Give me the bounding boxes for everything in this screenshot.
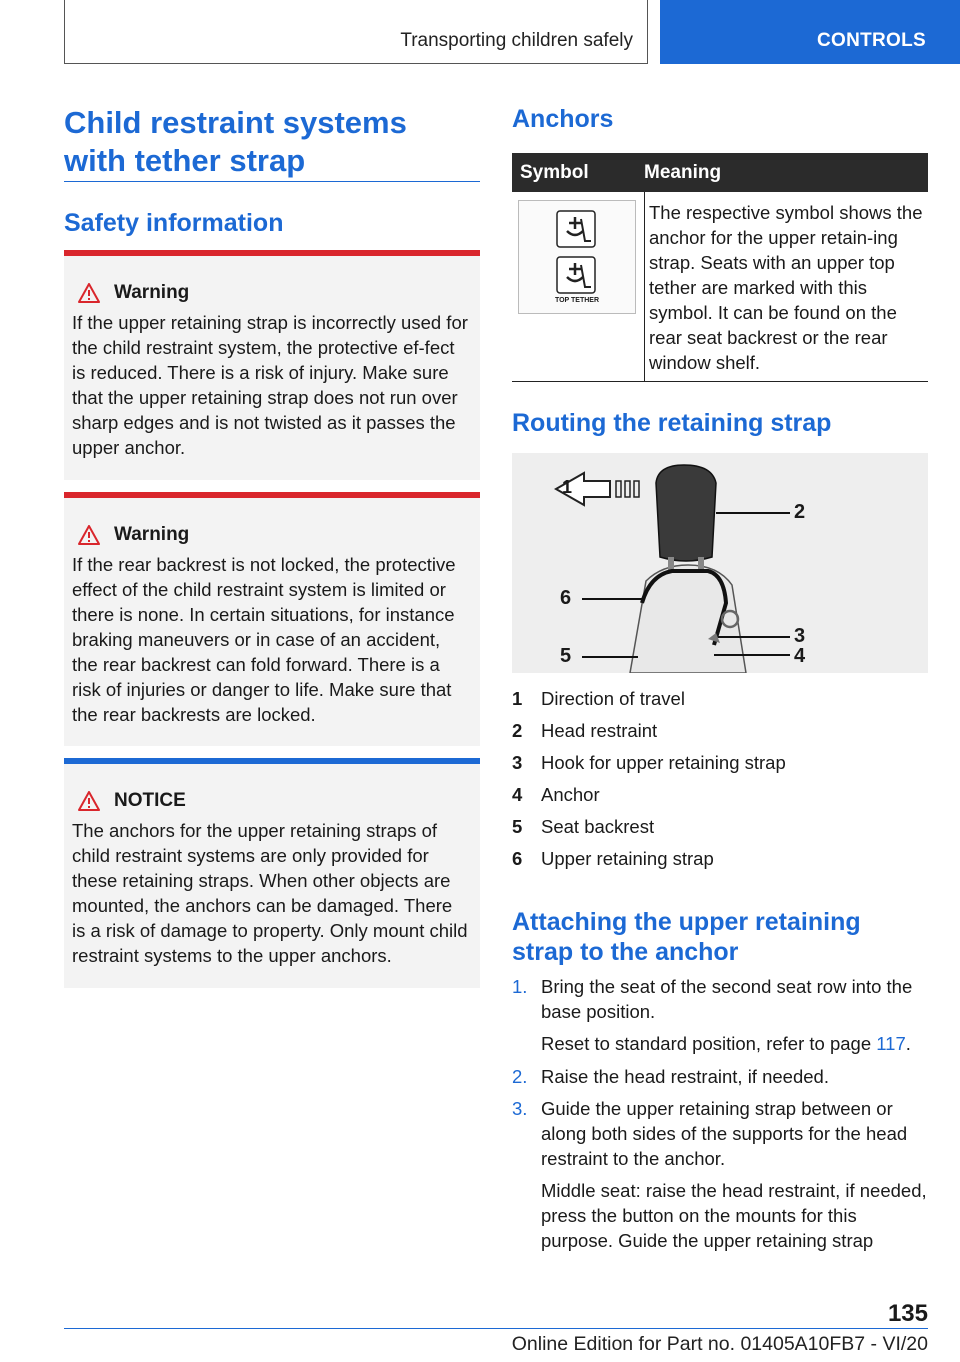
safety-heading: Safety information xyxy=(64,209,284,237)
page-reference-link[interactable]: 117 xyxy=(876,1033,906,1054)
footer-edition: Online Edition for Part no. 01405A10FB7 - VI/20 xyxy=(511,1333,928,1355)
anchor-meaning-text: The respective symbol shows the anchor for the upper retain-ing strap. Seats with an upper top tether are marked with this symbol. It can be found on the rear seat backrest or the rear window shelf. xyxy=(644,192,928,381)
warning-triangle-icon xyxy=(78,525,100,545)
header-section-box xyxy=(64,0,648,64)
step-item: 2. Raise the head restraint, if needed. xyxy=(512,1066,829,1087)
attaching-heading: Attaching the upper retaining strap to the anchor xyxy=(512,908,861,966)
callout-5: 5 xyxy=(560,645,572,667)
footer-rule xyxy=(64,1328,928,1329)
col-meaning-header: Meaning xyxy=(644,161,722,183)
anchor-symbol-image xyxy=(518,200,636,314)
warning-triangle-icon xyxy=(78,283,100,303)
callout-3: 3 xyxy=(794,625,806,647)
top-tether-caption: TOP TETHER xyxy=(554,297,600,304)
step-item: Reset to standard position, refer to page 117. xyxy=(541,1033,911,1054)
seat-headrest-diagram xyxy=(512,453,928,673)
anchors-table xyxy=(512,153,928,382)
col-symbol-header: Symbol xyxy=(520,161,589,183)
anchors-heading: Anchors xyxy=(512,105,614,133)
table-header-row xyxy=(512,153,928,192)
callout-4: 4 xyxy=(794,645,806,667)
warning-text: If the upper retaining strap is incorrectly used for the child restraint system, the protective ef-fect is reduced. There is a risk of injury. Make sure that the upper retaining strap does not run over sharp edges and is not twisted as it passes the upper anchor. xyxy=(72,312,468,458)
notice-text: The anchors for the upper retaining straps of child restraint systems are only provided for these retaining straps. When other objects are mounted, the anchors can be damaged. There is a risk of damage to property. Only mount child restraint systems to the upper anchors. xyxy=(72,820,468,966)
warning-text: If the rear backrest is not locked, the protective effect of the child restraint system is limited or there is none. In certain situations, for instance braking maneuvers or in case of an accident, the rear backrest can fold forward. There is a risk of injuries or danger to life. Make sure that the rear backrests are locked. xyxy=(72,554,456,725)
step-item: Middle seat: raise the head restraint, if needed, press the button on the mounts for this purpose. Guide the upper retaining strap xyxy=(541,1180,927,1251)
header-chapter-label: CONTROLS xyxy=(816,30,926,51)
warning-box-1 xyxy=(64,250,480,480)
title-rule xyxy=(64,181,480,182)
routing-illustration xyxy=(512,453,928,673)
callout-1: 1 xyxy=(562,477,573,497)
notice-label: NOTICE xyxy=(114,790,186,811)
callout-2: 2 xyxy=(794,501,806,523)
page-number: 135 xyxy=(887,1300,928,1327)
step-item: 3. Guide the upper retaining strap between or along both sides of the supports for the head restraint to the anchor. xyxy=(512,1098,908,1169)
callout-6: 6 xyxy=(560,587,572,609)
warning-label: Warning xyxy=(114,524,190,545)
notice-box xyxy=(64,758,480,988)
notice-triangle-icon xyxy=(78,791,100,811)
header-section-title: Transporting children safely xyxy=(400,30,633,51)
warning-label: Warning xyxy=(114,282,190,303)
header-chapter-tab[interactable] xyxy=(660,0,960,64)
page-title: Child restraint systems with tether strap xyxy=(64,105,407,178)
step-item: 1. Bring the seat of the second seat row into the base position. xyxy=(512,976,913,1022)
table-row xyxy=(512,192,928,382)
routing-heading: Routing the retaining strap xyxy=(512,409,832,437)
warning-box-2 xyxy=(64,492,480,746)
